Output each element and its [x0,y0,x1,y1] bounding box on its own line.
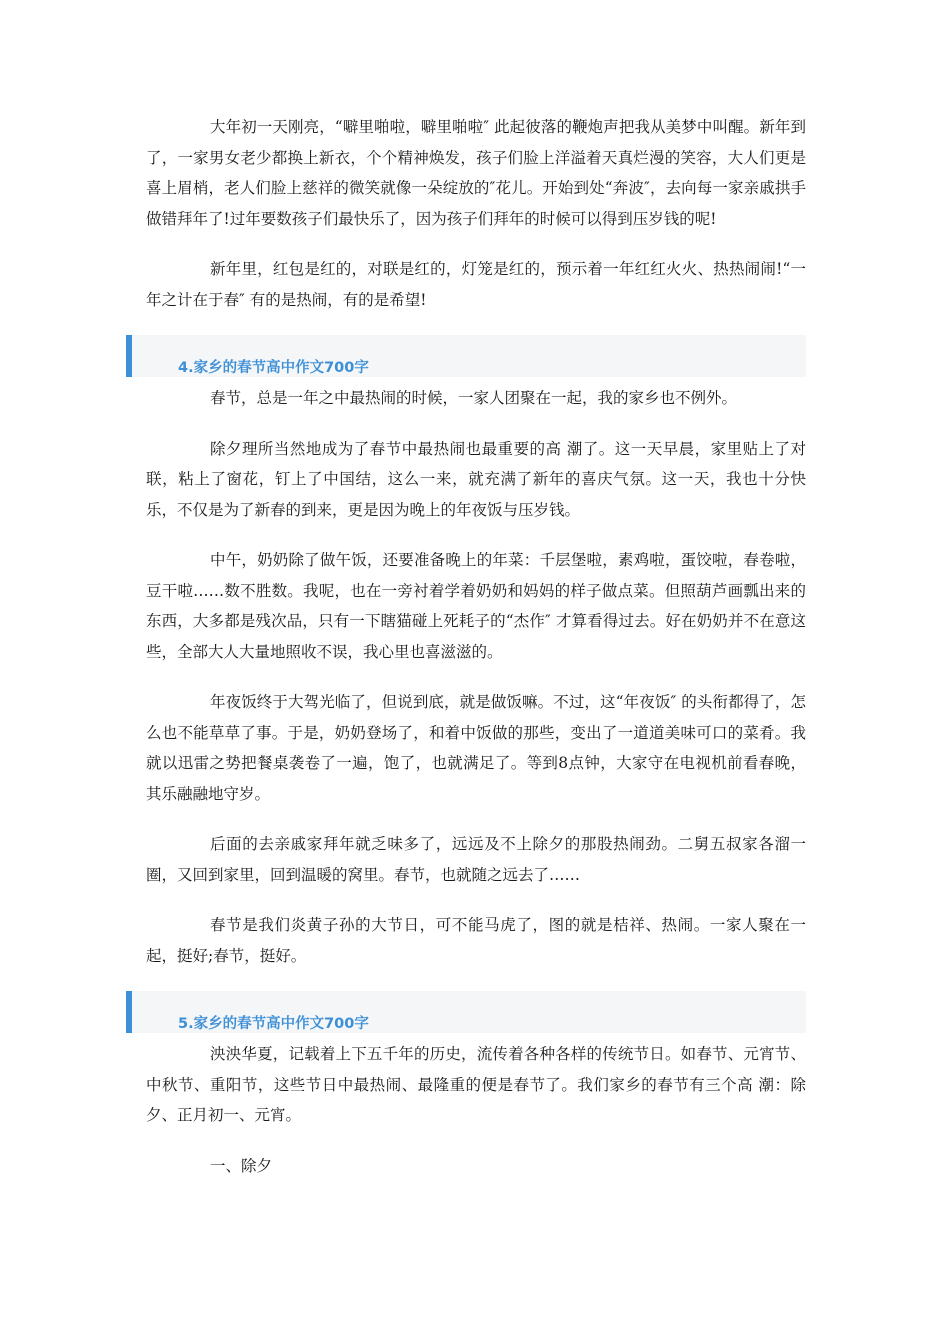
paragraph: 年夜饭终于大驾光临了，但说到底，就是做饭嘛。不过，这“年夜饭″ 的头衔都得了，怎么也不能草草了事。于是，奶奶登场了，和着中饭做的那些，变出了一道道美味可口的菜肴。我就以迅雷之势把餐桌袭卷了一遍，饱了，也就满足了。等到8点钟，大家守在电视机前看春晚，其乐融融地守岁。 [146,693,806,803]
paragraph: 大年初一天刚亮，“噼里啪啦，噼里啪啦″ 此起彼落的鞭炮声把我从美梦中叫醒。新年到了，一家男女老少都换上新衣，个个精神焕发，孩子们脸上洋溢着天真烂漫的笑容，大人们更是喜上眉梢，老人们脸上慈祥的微笑就像一朵绽放的″花儿。开始到处“奔波″，去向每一家亲戚拱手做错拜年了!过年要数孩子们最快乐了，因为孩子们拜年的时候可以得到压岁钱的呢! [146,118,806,228]
section-accent-bar [126,991,132,1033]
paragraph: 新年里，红包是红的，对联是红的，灯笼是红的，预示着一年红红火火、热热闹闹!“一年之计在于春″ 有的是热闹，有的是希望! [146,260,806,309]
paragraph: 春节，总是一年之中最热闹的时候，一家人团聚在一起，我的家乡也不例外。 [210,389,738,407]
paragraph: 一、除夕 [210,1156,273,1175]
paragraph: 后面的去亲戚家拜年就乏味多了，远远及不上除夕的那股热闹劲。二舅五叔家各溜一圈，又回到家里，回到温暖的窝里。春节，也就随之远去了…… [146,835,806,884]
section-header-5 [126,991,806,1033]
section-title: 4.家乡的春节高中作文700字 [178,360,369,376]
paragraph: 除夕理所当然地成为了春节中最热闹也最重要的高 潮了。这一天早晨，家里贴上了对联，粘上了窗花，钉上了中国结，这么一来，就充满了新年的喜庆气氛。这一天，我也十分快乐，不仅是为了新春的到来，更是因为晚上的年夜饭与压岁钱。 [146,439,806,519]
paragraph: 泱泱华夏，记载着上下五千年的历史，流传着各种各样的传统节日。如春节、元宵节、中秋节、重阳节，这些节日中最热闹、最隆重的便是春节了。我们家乡的春节有三个高 潮：除夕、正月初一、元宵。 [146,1045,806,1124]
paragraph: 春节是我们炎黄子孙的大节日，可不能马虎了，图的就是桔祥、热闹。一家人聚在一起，挺好;春节，挺好。 [146,916,806,965]
section-title: 5.家乡的春节高中作文700字 [178,1016,369,1032]
section-header-4 [126,335,806,377]
section-accent-bar [126,335,132,377]
paragraph: 中午，奶奶除了做午饭，还要准备晚上的年菜：千层堡啦，素鸡啦，蛋饺啦，春卷啦，豆干啦……数不胜数。我呢，也在一旁衬着学着奶奶和妈妈的样子做点菜。但照葫芦画瓢出来的东西，大多都是残次品，只有一下瞎猫碰上死耗子的“杰作″ 才算看得过去。好在奶奶并不在意这些，全部大人大量地照收不误，我心里也喜滋滋的。 [146,551,806,661]
document-body [146,112,806,1181]
